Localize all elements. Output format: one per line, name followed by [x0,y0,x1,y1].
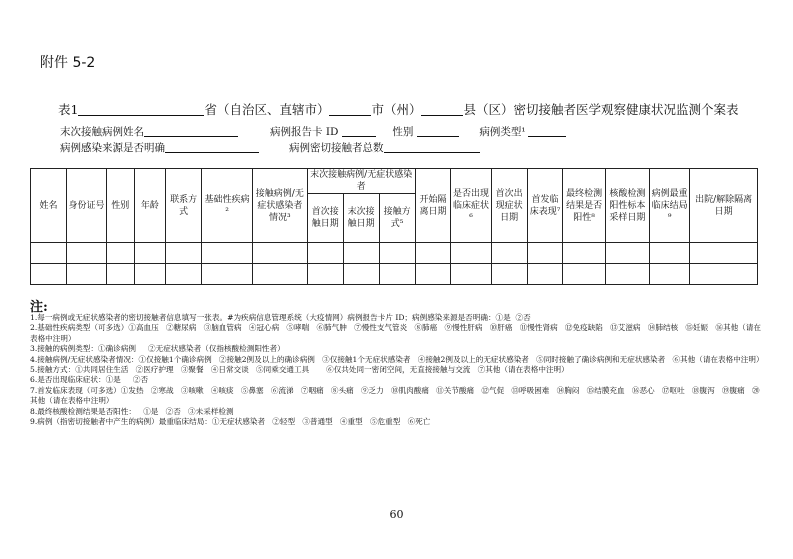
report-card-id-field[interactable] [342,125,376,137]
cell[interactable] [491,243,527,264]
cell[interactable] [451,264,491,285]
notes-list [30,313,765,427]
total-contacts-field[interactable] [384,141,480,153]
header-last-contact-group: 末次接触病例/无症状感染者 [307,169,415,194]
title-province: 省（自治区、直辖市） [204,102,330,117]
cell[interactable] [134,243,166,264]
cell[interactable] [202,243,253,264]
cell[interactable] [451,243,491,264]
cell[interactable] [166,243,202,264]
header-first-contact-date: 首次接触日期 [307,194,343,243]
header-last-contact-date: 末次接触日期 [343,194,379,243]
cell[interactable] [343,243,379,264]
header-age: 年龄 [134,169,166,243]
header-gender: 性别 [107,169,134,243]
cell[interactable] [379,243,415,264]
total-contacts-label: 病例密切接触者总数 [289,142,384,154]
header-name: 姓名 [31,169,67,243]
header-sample-date: 核酸检测阳性标本采样日期 [605,169,649,243]
table-row[interactable] [31,264,758,285]
header-contact-way: 接触方式⁵ [379,194,415,243]
cell[interactable] [166,264,202,285]
header-isolation-start: 开始隔离日期 [415,169,451,243]
gender-field[interactable] [417,125,459,137]
cell[interactable] [491,264,527,285]
fields-row-1 [60,124,566,139]
monitoring-table [30,168,758,285]
header-first-symptom-date: 首次出现症状日期 [491,169,527,243]
cell[interactable] [690,264,758,285]
note-item: 5.接触方式：①共同居住生活 ②医疗护理 ③聚餐 ④日常交谈 ⑤同乘交通工具 ⑥仅共处同一密闭空间，无直接接触与交流 ⑦其他（请在表格中注明） [30,365,569,375]
title-prefix: 表1 [58,102,79,117]
cell[interactable] [605,264,649,285]
note-item: 7.首发临床表现（可多选）①发热 ②寒战 ③咳嗽 ④咳痰 ⑤鼻塞 ⑥流涕 ⑦咽痛 ⑧头痛 ⑨乏力 ⑩肌肉酸痛 ⑪关节酸痛 ⑫气促 ⑬呼吸困难 ⑭胸闷 ⑮结膜充血 ⑯恶心 ⑰呕吐 ⑱腹泻 ⑲腹痛 ⑳其他（请在表格中注明） [30,385,760,406]
cell[interactable] [307,264,343,285]
notes-heading: 注: [30,300,48,315]
cell[interactable] [107,264,134,285]
header-symptom: 是否出现临床症状⁶ [451,169,491,243]
cell[interactable] [650,264,690,285]
attachment-label: 附件 5-2 [40,55,96,71]
title-city: 市（州） [371,102,422,117]
cell[interactable] [563,264,605,285]
note-item: 6.是否出现临床症状：①是 ②否 [30,375,149,385]
cell[interactable] [202,264,253,285]
header-severity: 病例最重临床结局⁹ [650,169,690,243]
cell[interactable] [307,243,343,264]
header-contact-info: 联系方式 [166,169,202,243]
cell[interactable] [31,264,67,285]
note-item: 3.接触的病例类型：①确诊病例 ②无症状感染者（仅指核酸检测阳性者） [30,344,285,354]
cell[interactable] [527,243,563,264]
last-case-name-label: 末次接触病例姓名 [60,126,144,138]
cell[interactable] [252,243,307,264]
cell[interactable] [605,243,649,264]
gender-label: 性别 [392,126,414,138]
source-known-label: 病例感染来源是否明确 [60,142,165,154]
cell[interactable] [415,264,451,285]
county-blank[interactable] [421,102,463,116]
cell[interactable] [379,264,415,285]
case-type-field[interactable] [528,125,566,137]
note-item: 2.基础性疾病类型（可多选）①高血压 ②糖尿病 ③脑血管病 ④冠心病 ⑤哮喘 ⑥肺气肿 ⑦慢性支气管炎 ⑧肺癌 ⑨慢性肝病 ⑩肝癌 ⑪慢性肾病 ⑫免疫缺陷 ⑬艾滋病 ⑭肺结核 ⑮妊娠 ⑯其他（请在表格中注明） [30,323,761,343]
source-known-field[interactable] [165,141,259,153]
header-underlying-disease: 基础性疾病² [202,169,253,243]
cell[interactable] [690,243,758,264]
page-number: 60 [389,508,404,521]
table-row[interactable] [31,243,758,264]
cell[interactable] [31,243,67,264]
cell[interactable] [343,264,379,285]
cell[interactable] [650,243,690,264]
city-blank[interactable] [329,102,371,116]
header-id-number: 身份证号 [66,169,106,243]
header-final-result: 最终检测结果是否阳性⁸ [563,169,605,243]
cell[interactable] [563,243,605,264]
cell[interactable] [66,243,106,264]
title-county: 县（区）密切接触者医学观察健康状况监测个案表 [463,102,739,117]
cell[interactable] [134,264,166,285]
fields-row-2 [60,140,480,155]
note-item: 1.每一病例或无症状感染者的密切接触者信息填写一张表。#为疾病信息管理系统（大疫情网）病例报告卡片 ID；病例感染来源是否明确：①是 ②否 [30,313,531,322]
note-item: 8.最终核酸检测结果是否阳性： ①是 ②否 ③未采样检测 [30,406,234,416]
cell[interactable] [107,243,134,264]
note-item: 4.接触病例/无症状感染者情况：①仅接触1个确诊病例 ②接触2例及以上的确诊病例 ③仅接触1个无症状感染者 ④接触2例及以上的无症状感染者 ⑤同时接触了确诊病例和无症状感染者 ⑥其他（请在表格中注明） [30,354,764,364]
header-discharge-date: 出院/解除隔离日期 [690,169,758,243]
cell[interactable] [66,264,106,285]
case-type-label: 病例类型¹ [479,126,526,138]
form-title [58,100,758,118]
header-contact-status: 接触病例/无症状感染者情况³ [252,169,307,243]
cell[interactable] [527,264,563,285]
cell[interactable] [415,243,451,264]
last-case-name-field[interactable] [144,125,238,137]
province-blank[interactable] [78,102,204,116]
header-first-manifestation: 首发临床表现⁷ [527,169,563,243]
report-card-id-label: 病例报告卡 ID [270,126,339,138]
note-item: 9.病例（指密切接触者中产生的病例）最重临床结局：①无症状感染者 ②轻型 ③普通型 ④重型 ⑤危重型 ⑥死亡 [30,417,431,427]
cell[interactable] [252,264,307,285]
